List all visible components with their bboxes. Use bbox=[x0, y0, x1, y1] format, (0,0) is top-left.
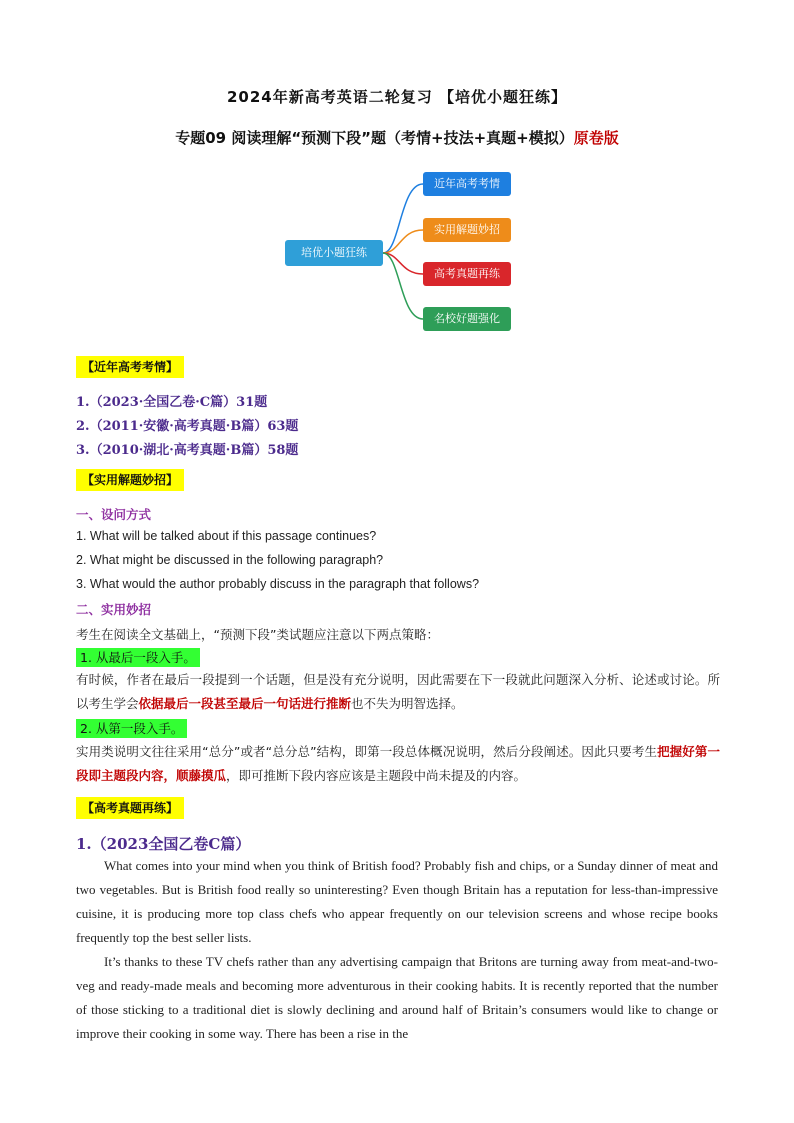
question-pattern: 3. What would the author probably discuss in the paragraph that follows? bbox=[76, 577, 480, 591]
tip-1-emphasis: 依据最后一段甚至最后一句话进行推断 bbox=[138, 696, 352, 711]
question-pattern: 1. What will be talked about if this passage continues? bbox=[76, 529, 377, 543]
tip-2-text-b: ，即可推断下段内容应该是主题段中尚未提及的内容。 bbox=[226, 768, 527, 783]
section-header-past-exams: 【高考真题再练】 bbox=[76, 797, 184, 819]
mind-map-node-2: 实用解题妙招 bbox=[423, 218, 511, 242]
subheading-tips: 二、实用妙招 bbox=[76, 602, 152, 617]
tip-1-text bbox=[76, 668, 720, 716]
tip-2-label: 2. 从第一段入手。 bbox=[76, 719, 187, 738]
subtitle-tag: 原卷版 bbox=[573, 129, 619, 147]
section-header-tips: 【实用解题妙招】 bbox=[76, 469, 184, 491]
subheading-question-types: 一、设问方式 bbox=[76, 507, 152, 522]
tip-2-text bbox=[76, 740, 720, 788]
tip-1-text-a: 有时候，作者在最后一段提到一个话题，但是没有充分说明，因此需要在下一段就此问题深入分析、论述或讨论。所以考生学会 bbox=[76, 672, 720, 711]
passage-paragraph-2: It’s thanks to these TV chefs rather than any advertising campaign that Britons are turning away from meat-and-two-veg and ready-made meals and becoming more adventurous in their cooking habits. It is recently reported that the number of those sticking to a traditional diet is slowly declining and around half of Britain’s consumers would like to change or improve their cooking in some way. There has been a rise in the bbox=[76, 954, 718, 1041]
section-header-exam-trends: 【近年高考考情】 bbox=[76, 356, 184, 378]
mind-map-node-4: 名校好题强化 bbox=[423, 307, 511, 331]
passage-paragraph-1: What comes into your mind when you think of British food? Probably fish and chips, or a Sunday dinner of meat and two vegetables. But is British food really so uninteresting? Even though Britain has a reputation for less-than-impressive cuisine, it is producing more top class chefs who appear frequently on our television screens and whose recipe books frequently top the best seller lists. bbox=[76, 858, 718, 945]
tips-intro: 考生在阅读全文基础上，“预测下段”类试题应注意以下两点策略： bbox=[76, 627, 439, 642]
mind-map bbox=[0, 0, 794, 340]
list-item: 3.（2010·湖北·高考真题·B篇）58题 bbox=[76, 443, 299, 458]
question-pattern: 2. What might be discussed in the following paragraph? bbox=[76, 553, 384, 567]
tip-2-emphasis: 把握好第一段即主题段内容，顺藤摸瓜 bbox=[76, 744, 720, 783]
tip-1-label: 1. 从最后一段入手。 bbox=[76, 648, 200, 667]
question-title: 1.（2023全国乙卷C篇） bbox=[76, 835, 251, 853]
list-item: 1.（2023·全国乙卷·C篇）31题 bbox=[76, 395, 268, 410]
tip-2-text-a: 实用类说明文往往采用“总分”或者“总分总”结构，即第一段总体概况说明，然后分段阐述。因此只要考生 bbox=[76, 744, 658, 759]
connector-4 bbox=[383, 253, 423, 319]
list-item: 2.（2011·安徽·高考真题·B篇）63题 bbox=[76, 419, 299, 434]
mind-map-root: 培优小题狂练 bbox=[285, 240, 383, 266]
mind-map-node-3: 高考真题再练 bbox=[423, 262, 511, 286]
tip-1-text-b: 也不失为明智选择。 bbox=[351, 696, 464, 711]
connector-1 bbox=[383, 184, 423, 253]
document-title: 2024年新高考英语二轮复习 【培优小题狂练】 bbox=[227, 88, 567, 106]
subtitle-main: 专题09 阅读理解“预测下段”题（考情+技法+真题+模拟） bbox=[175, 129, 574, 147]
mind-map-node-1: 近年高考考情 bbox=[423, 172, 511, 196]
mind-map-connectors bbox=[0, 0, 794, 340]
